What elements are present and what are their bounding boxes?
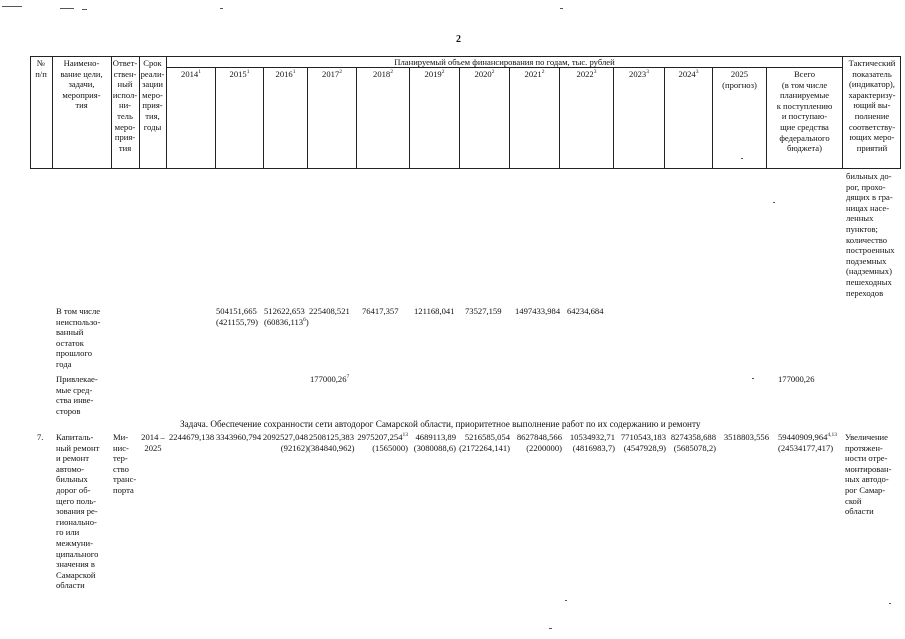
unused-balance-2018: 76417,357 bbox=[362, 306, 399, 316]
year-header: 2023$^3$ bbox=[629, 69, 649, 79]
year-header: 2016$^1$ bbox=[275, 69, 296, 79]
unused-balance-2019: 121168,041 bbox=[414, 306, 455, 316]
col-rule bbox=[509, 67, 510, 169]
year-header: 2022$^3$ bbox=[576, 69, 597, 79]
year-header: 2019$^2$ bbox=[424, 69, 445, 79]
unused-balance-label: В том числе неиспользо- ванный остаток прошлого года bbox=[56, 306, 101, 369]
scan-speck bbox=[889, 603, 891, 604]
year-header: 2024$^3$ bbox=[678, 69, 699, 79]
scan-speck bbox=[60, 8, 74, 9]
col-rule bbox=[613, 67, 614, 169]
row7-value-2019: 4689113,89 (3080088,6) bbox=[413, 432, 456, 453]
header-total: Всего (в том числе планируемые к поступлению и поступаю- щие средства федерального бюджета) bbox=[776, 69, 833, 154]
investor-funds-total: 177000,26 bbox=[778, 374, 815, 384]
row7-num: 7. bbox=[37, 432, 44, 442]
row7-total: 59440909,964$^{4,13}$ (24534177,417) bbox=[778, 432, 838, 453]
carryover-indicator: бильных до- рог, прохо- дящих в гра- ницах насе- ленных пунктов; количество построенных подземных (надземных) пешеходных переходов bbox=[846, 171, 895, 298]
row7-value-2017: 2508125,383 (384840,962) bbox=[308, 432, 355, 453]
year-header: 2017$^2$ bbox=[322, 69, 342, 79]
col-rule bbox=[664, 67, 665, 169]
scan-speck bbox=[565, 600, 567, 601]
scan-speck bbox=[549, 628, 552, 629]
row7-value-2024: 8274358,688 (5685078,2) bbox=[670, 432, 716, 453]
year-header: 2020$^2$ bbox=[474, 69, 495, 79]
scan-speck bbox=[2, 6, 22, 7]
year-header: 2015$^1$ bbox=[229, 69, 250, 79]
unused-balance-2015: 504151,665 (421155,79) bbox=[216, 306, 258, 327]
year-header: 2025 (прогноз) bbox=[713, 69, 766, 90]
row7-value-2021: 8627848,566 (2200000) bbox=[516, 432, 562, 453]
scan-speck bbox=[752, 378, 754, 379]
row7-value-2023: 7710543,183 (4547928,9) bbox=[620, 432, 666, 453]
header-indicator: Тактический показатель (индикатор), характеризу- ющий вы- полнение соответству- ющих меро- приятий bbox=[848, 58, 896, 153]
row7-value-2022: 10534932,71 (4816983,7) bbox=[569, 432, 615, 453]
scan-speck bbox=[773, 202, 775, 203]
header-bottom-rule bbox=[30, 168, 901, 169]
header-name: Наимено- вание цели, задачи, мероприя- тия bbox=[60, 58, 103, 111]
scan-speck bbox=[560, 8, 563, 9]
row7-indicator: Увеличение протяжен- ности отре- монтирован- ных автодо- рог Самар- ской области bbox=[845, 432, 892, 517]
year-header: 2014$^1$ bbox=[181, 69, 201, 79]
col-rule bbox=[409, 67, 410, 169]
header-responsible: Ответ- ствен- ный испол- ни- тель меро- прия- тия bbox=[112, 58, 138, 153]
unused-balance-2021: 1497433,984 bbox=[515, 306, 561, 316]
row7-name: Капиталь- ный ремонт и ремонт автомо- бильных дорог об- щего поль- зования ре- гионально- го или межмуни- ципального значения в Самарской области bbox=[56, 432, 100, 591]
row7-value-2025: 3518803,556 bbox=[723, 432, 769, 442]
task-heading: Задача. Обеспечение сохранности сети автодорог Самарской области, приоритетное выполнение работ по их содержанию и ремонту bbox=[180, 419, 701, 429]
scan-speck bbox=[82, 9, 87, 10]
year-header: 2021$^2$ bbox=[524, 69, 545, 79]
page-number: 2 bbox=[456, 34, 461, 45]
row7-value-2014: 2244679,138 bbox=[169, 432, 215, 442]
row7-value-2020: 5216585,054 (2172264,141) bbox=[459, 432, 510, 453]
header-period: Срок реали- зации меро- прия- тия, годы bbox=[140, 58, 165, 132]
scan-speck bbox=[220, 8, 223, 9]
investor-funds-2017: 177000,26$^7$ bbox=[310, 374, 350, 384]
row7-value-2018: 2975207,254$^{13}$ (1565000) bbox=[357, 432, 408, 453]
year-header: 2018$^2$ bbox=[373, 69, 393, 79]
col-rule bbox=[356, 67, 357, 169]
row7-value-2016: 2092527,048 (92162) bbox=[262, 432, 308, 453]
col-rule bbox=[459, 67, 460, 169]
scan-speck bbox=[741, 158, 743, 159]
investor-funds-label: Привлекае- мые сред- ства инве- сторов bbox=[56, 374, 98, 416]
header-num: № п/п bbox=[35, 58, 47, 79]
col-rule bbox=[215, 67, 216, 169]
unused-balance-2020: 73527,159 bbox=[465, 306, 502, 316]
col-rule bbox=[263, 67, 264, 169]
row7-period: 2014 – 2025 bbox=[141, 432, 165, 453]
col-rule bbox=[559, 67, 560, 169]
col-rule bbox=[307, 67, 308, 169]
unused-balance-2022: 64234,684 bbox=[567, 306, 604, 316]
unused-balance-2017: 225408,521 bbox=[309, 306, 350, 316]
row7-responsible: Ми- нис- тер- ство транс- порта bbox=[113, 432, 137, 495]
forecast-label: (прогноз) bbox=[722, 79, 757, 90]
row7-value-2015: 3343960,794 bbox=[216, 432, 262, 442]
header-funding-title: Планируемый объем финансирования по годам, тыс. рублей bbox=[394, 57, 615, 67]
unused-balance-2016: 512622,653 (60836,113$^6$) bbox=[264, 306, 309, 327]
